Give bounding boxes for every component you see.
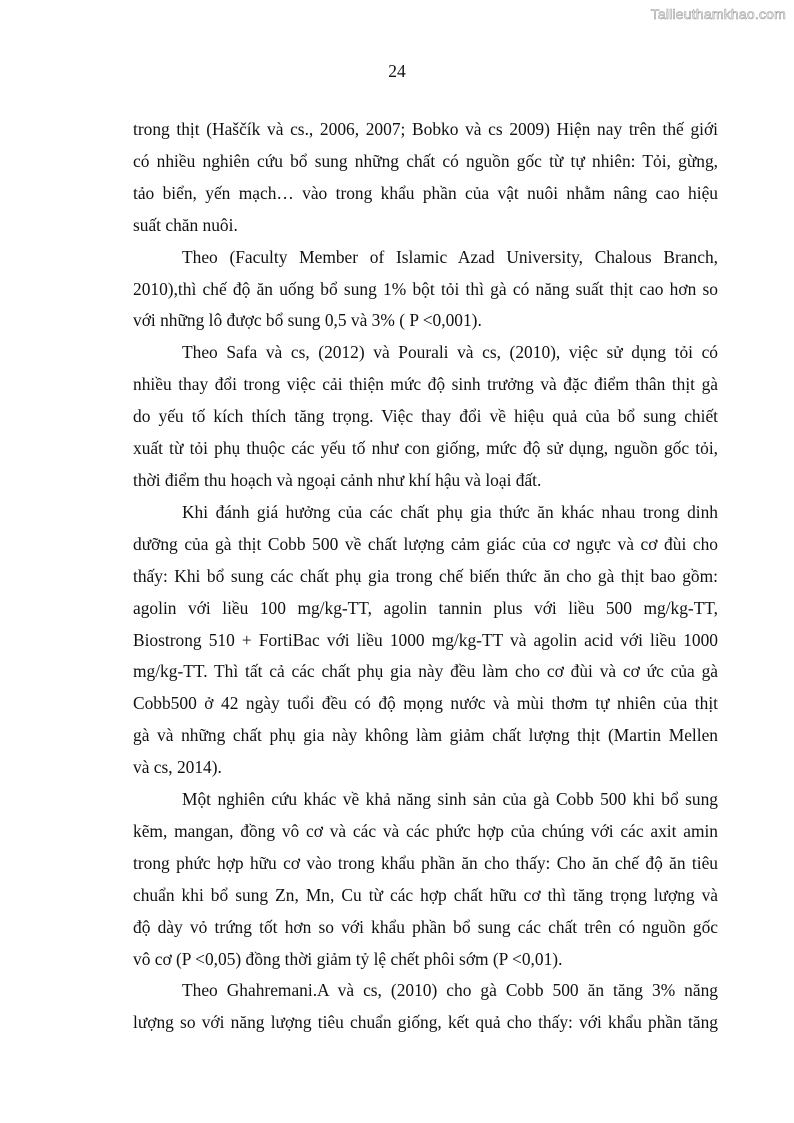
- paragraph-line: do yếu tố kích thích tăng trọng. Việc thay đổi về hiệu quả của bổ sung chiết: [133, 406, 718, 427]
- document-body: [133, 114, 718, 1039]
- paragraph-line: dưỡng của gà thịt Cobb 500 về chất lượng cảm giác của cơ ngực và cơ đùi cho: [133, 533, 718, 554]
- paragraph-line: nhiều thay đổi trong việc cải thiện mức độ sinh trưởng và đặc điểm thân thịt gà: [133, 374, 718, 395]
- paragraph-line: 2010),thì chế độ ăn uống bổ sung 1% bột tỏi thì gà có năng suất thịt cao hơn so: [133, 278, 718, 299]
- paragraph-line: và cs, 2014).: [133, 757, 222, 778]
- paragraph: [133, 784, 718, 975]
- paragraph-line: lượng so với năng lượng tiêu chuẩn giống, kết quả cho thấy: với khẩu phần tăng: [133, 1012, 718, 1033]
- paragraph-line: vô cơ (P <0,05) đồng thời giảm tỷ lệ chết phôi sớm (P <0,01).: [133, 948, 563, 969]
- paragraph-line: gà và những chất phụ gia này không làm giảm chất lượng thịt (Martin Mellen: [133, 725, 718, 746]
- paragraph-line: mg/kg-TT. Thì tất cả các chất phụ gia này đều làm cho cơ đùi và cơ ức của gà: [133, 661, 718, 682]
- page-number: 24: [388, 61, 406, 81]
- paragraph-line: xuất từ tỏi phụ thuộc các yếu tố như con giống, mức độ sử dụng, nguồn gốc tỏi,: [133, 438, 718, 459]
- paragraph-line: Theo (Faculty Member of Islamic Azad University, Chalous Branch,: [182, 246, 718, 267]
- paragraph: [133, 114, 718, 242]
- paragraph-line: thấy: Khi bổ sung các chất phụ gia trong chế biến thức ăn cho gà thịt bao gồm:: [133, 565, 718, 586]
- paragraph-line: Một nghiên cứu khác về khả năng sinh sản của gà Cobb 500 khi bổ sung: [182, 789, 718, 810]
- paragraph-line: Theo Safa và cs, (2012) và Pourali và cs, (2010), việc sử dụng tỏi có: [182, 342, 718, 363]
- paragraph-line: với những lô được bổ sung 0,5 và 3% ( P <0,001).: [133, 310, 482, 331]
- paragraph-line: Khi đánh giá hưởng của các chất phụ gia thức ăn khác nhau trong dinh: [182, 501, 718, 522]
- paragraph-line: agolin với liều 100 mg/kg-TT, agolin tannin plus với liều 500 mg/kg-TT,: [133, 597, 718, 618]
- paragraph-line: thời điểm thu hoạch và ngoại cảnh như khí hậu và loại đất.: [133, 469, 542, 490]
- paragraph-line: trong thịt (Haščík và cs., 2006, 2007; Bobko và cs 2009) Hiện nay trên thế giới: [133, 119, 718, 139]
- paragraph: [133, 242, 718, 338]
- paragraph-line: chuẩn khi bổ sung Zn, Mn, Cu từ các hợp chất hữu cơ thì tăng trọng lượng và: [133, 884, 718, 905]
- watermark-text: Tailieuthamkhao.com: [650, 6, 786, 22]
- paragraph: [133, 975, 718, 1039]
- paragraph-line: có nhiều nghiên cứu bổ sung những chất có nguồn gốc từ tự nhiên: Tỏi, gừng,: [133, 150, 718, 171]
- paragraph-line: suất chăn nuôi.: [133, 214, 238, 235]
- paragraph-line: tảo biển, yến mạch… vào trong khẩu phần của vật nuôi nhằm nâng cao hiệu: [133, 182, 718, 203]
- paragraph-line: độ dày vỏ trứng tốt hơn so với khẩu phần bổ sung các chất trên có nguồn gốc: [133, 916, 718, 937]
- paragraph-line: kẽm, mangan, đồng vô cơ và các và các phức hợp của chúng với các axit amin: [133, 820, 718, 841]
- paragraph-line: Biostrong 510 + FortiBac với liều 1000 mg/kg-TT và agolin acid với liều 1000: [133, 629, 718, 650]
- paragraph: [133, 337, 718, 497]
- paragraph-line: Theo Ghahremani.A và cs, (2010) cho gà Cobb 500 ăn tăng 3% năng: [182, 980, 718, 1001]
- paragraph-line: trong phức hợp hữu cơ vào trong khẩu phần ăn cho thấy: Cho ăn chế độ ăn tiêu: [133, 852, 718, 873]
- paragraph: [133, 497, 718, 784]
- paragraph-line: Cobb500 ở 42 ngày tuổi đều có độ mọng nước và mùi thơm tự nhiên của thịt: [133, 693, 718, 714]
